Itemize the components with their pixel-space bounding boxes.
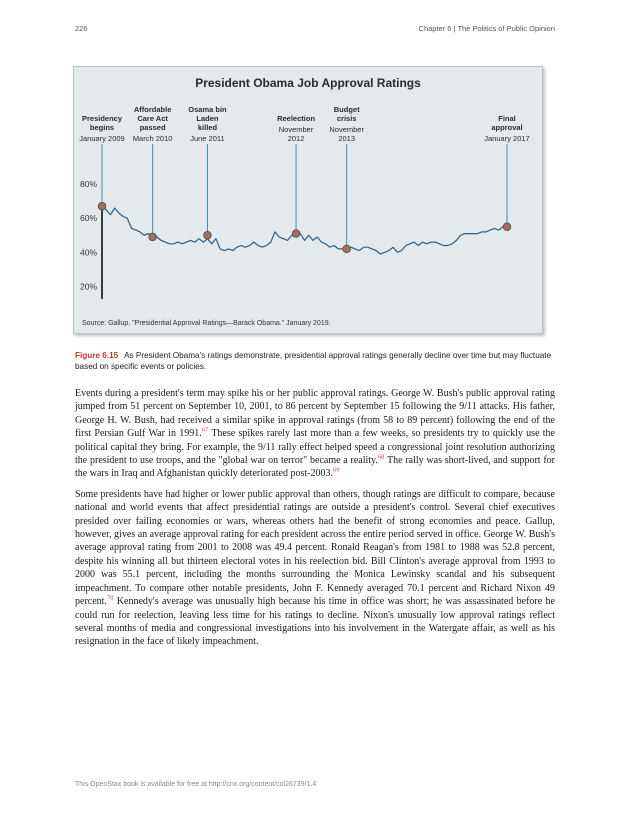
figure-caption bbox=[75, 350, 555, 372]
p1-text-b: These spikes rarely last more than a few weeks, so presidents try to quickly use the political capital they bring. For example, the 9/11 rally effect helped speed a congressional joint resolution authorizing the president to use troops, and the "global war on terror" became a reality. bbox=[75, 428, 555, 467]
annotation-label: Presidency bbox=[81, 114, 123, 123]
event-marker bbox=[98, 202, 106, 210]
footnote-ref-68[interactable]: 68 bbox=[377, 453, 385, 461]
paragraph-2 bbox=[75, 488, 555, 649]
event-marker bbox=[149, 233, 157, 241]
annotation-label: Budget bbox=[333, 105, 360, 114]
chapter-title: Chapter 6 | The Politics of Public Opinion bbox=[418, 24, 555, 33]
page-header bbox=[75, 24, 555, 38]
annotation-date: November bbox=[329, 125, 364, 134]
event-marker bbox=[343, 245, 351, 253]
annotation-label: passed bbox=[139, 123, 166, 132]
annotation-label: killed bbox=[197, 123, 218, 132]
y-tick-label: 40% bbox=[80, 247, 98, 258]
approval-line-chart bbox=[74, 67, 542, 333]
annotation-date: 2013 bbox=[338, 134, 356, 143]
annotation-label: Laden bbox=[196, 114, 219, 123]
annotation-label: Final bbox=[498, 114, 516, 123]
annotation-date: November bbox=[278, 125, 314, 134]
annotation-label: approval bbox=[491, 123, 523, 132]
body-text bbox=[75, 387, 555, 656]
footnote-ref-70[interactable]: 70 bbox=[106, 594, 114, 602]
event-marker bbox=[503, 223, 511, 231]
annotation-date: January 2009 bbox=[79, 134, 125, 143]
y-tick-label: 60% bbox=[80, 213, 98, 224]
annotation-label: Osama bin bbox=[188, 105, 227, 114]
annotation-date: March 2010 bbox=[132, 134, 173, 143]
annotation-label: begins bbox=[89, 123, 115, 132]
footnote-ref-69[interactable]: 69 bbox=[332, 467, 340, 475]
figure-caption-text: As President Obama's ratings demonstrate, presidential approval ratings generally decline over time but may fluctuate based on specific events or policies. bbox=[75, 351, 552, 371]
chart-source: Source: Gallup. "Presidential Approval Ratings—Barack Obama." January 2019. bbox=[82, 320, 331, 327]
annotation-label: Care Act bbox=[137, 114, 168, 123]
page-footer: This OpenStax book is available for free at http://cnx.org/content/col26739/1.4 bbox=[75, 781, 317, 788]
annotation-date: 2012 bbox=[287, 134, 305, 143]
paragraph-1 bbox=[75, 387, 555, 481]
p2-text-b: Kennedy's average was unusually high because his time in office was short; he was assassinated before he could run for reelection, leaving less time for his ratings to decline. Nixon's unusually low approval ratings reflect several months of media and congressional investigations into his involvement in the Watergate affair, as well as his resignation in the face of likely impeachment. bbox=[75, 596, 555, 648]
annotation-date: June 2011 bbox=[190, 134, 225, 143]
p2-text-a: Some presidents have had higher or lower public approval than others, though ratings are difficult to compare, because national and world events that affect presidential ratings are outside a president's control. Several chief executives presided over failing economies or wars, whereas others had the benefit of strong economies and peace. Gallup, however, gives an average approval rating for each president across the entire period served in office. George W. Bush's average approval rating from 2001 to 2008 was 49.4 percent. Ronald Reagan's from 1981 to 1988 was 52.8 percent, despite his winning all but thirteen electoral votes in his reelection bid. Bill Clinton's average approval from 1993 to 2000 was 55.1 percent, including the months surrounding the Monica Lewinsky scandal and his subsequent impeachment. To compare other notable presidents, John F. Kennedy averaged 70.1 percent and Richard Nixon 49 percent. bbox=[75, 488, 555, 608]
y-tick-label: 20% bbox=[80, 281, 98, 292]
y-tick-label: 80% bbox=[80, 179, 98, 190]
page-number: 226 bbox=[75, 24, 88, 33]
annotation-date: January 2017 bbox=[484, 134, 530, 143]
footnote-ref-67[interactable]: 67 bbox=[201, 426, 209, 434]
p1-text-c: The rally was short-lived, and support for the wars in Iraq and Afghanistan quickly deteriorated post-2003. bbox=[75, 455, 556, 480]
event-marker bbox=[292, 230, 300, 238]
p1-text-a: Events during a president's term may spike his or her public approval ratings. George W. Bush's public approval rating jumped from 51 percent on September 10, 2001, to 86 percent by September 15 following the 9/11 attacks. His father, George H. W. Bush, had received a similar spike in approval ratings (from 58 to 89 percent) following the end of the first Persian Gulf War in 1991. bbox=[75, 388, 555, 440]
figure-label: Figure 6.15 bbox=[75, 351, 119, 360]
annotation-label: Reelection bbox=[277, 114, 316, 123]
approval-chart-figure bbox=[73, 66, 543, 334]
annotation-label: Affordable bbox=[133, 105, 172, 114]
annotation-label: crisis bbox=[336, 114, 357, 123]
event-marker bbox=[204, 231, 212, 239]
approval-series-line bbox=[102, 206, 507, 254]
chart-title: President Obama Job Approval Ratings bbox=[195, 76, 421, 90]
